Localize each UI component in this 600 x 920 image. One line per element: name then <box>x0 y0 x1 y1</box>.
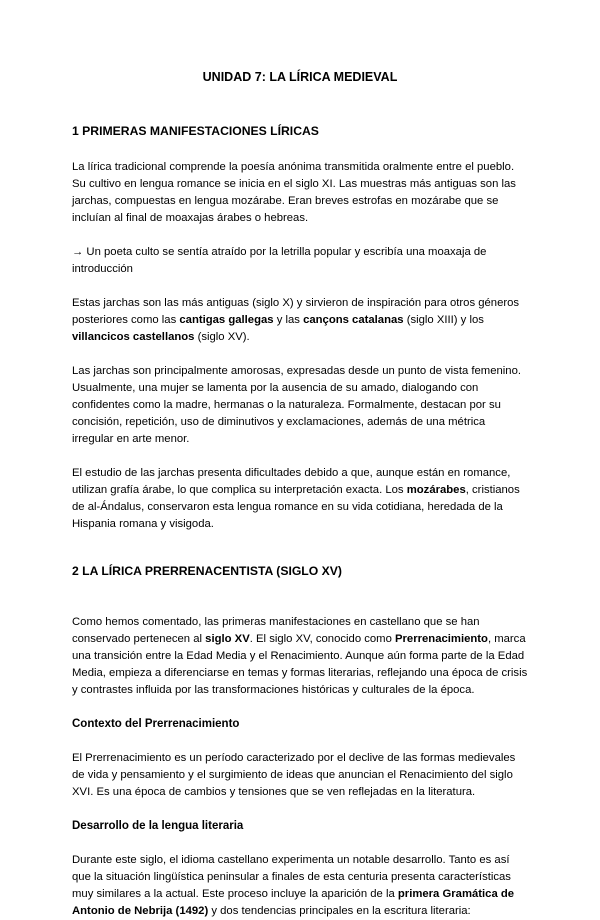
villancicos-castellanos-bold: villancicos castellanos <box>72 331 195 343</box>
section-1-heading: 1 PRIMERAS MANIFESTACIONES LÍRICAS <box>72 124 319 138</box>
section-1-paragraph-1: La lírica tradicional comprende la poesía anónima transmitida oralmente entre el pueblo. Su cultivo en lengua romance se inicia en el siglo XI. Las muestras más antiguas son las jarchas, compuestas en lengua mozárabe. Eran breves estrofas en mozárabe que se incluían al final de moaxajas árabes o hebreas. <box>72 161 516 224</box>
section-1-paragraph-5: El estudio de las jarchas presenta dificultades debido a que, aunque están en romance, utilizan grafía árabe, lo que complica su interpretación exacta. Los mozárabes, cristianos de al-Ándalus, conservaron esta lengua romance en su vida cotidiana, heredada de la Hispania romana y visigoda. <box>72 467 520 530</box>
section-2-heading: 2 LA LÍRICA PRERRENACENTISTA (SIGLO XV) <box>72 564 342 578</box>
document-title: UNIDAD 7: LA LÍRICA MEDIEVAL <box>202 70 398 84</box>
section-2-paragraph-2: El Prerrenacimiento es un período caracterizado por el declive de las formas medievales de vida y pensamiento y el surgimiento de ideas que anuncian el Renacimiento del siglo XVI. Es una época de cambios y tensiones que se ven reflejadas en la literatura. <box>72 752 516 798</box>
section-2-paragraph-3: Durante este siglo, el idioma castellano experimenta un notable desarrollo. Tanto es así que la situación lingüística peninsular a finales de esta centuria presenta características muy similares a la actual. Este proceso incluye la aparición de la primera Gramática de Antonio de Nebrija (1492) y dos tendencias principales en la escritura literaria: <box>72 854 515 917</box>
mozarabes-bold: mozárabes <box>406 484 466 496</box>
subheading-desarrollo: Desarrollo de la lengua literaria <box>72 820 244 832</box>
cancons-catalanas-bold: cançons catalanas <box>303 314 404 326</box>
section-1-paragraph-2: → Un poeta culto se sentía atraído por la letrilla popular y escribía una moaxaja de introducción <box>72 246 487 275</box>
siglo-xv-bold: siglo XV <box>205 633 250 645</box>
section-1-paragraph-4: Las jarchas son principalmente amorosas, expresadas desde un punto de vista femenino. Usualmente, una mujer se lamenta por la ausencia de su amado, dialogando con confidentes como la madre, hermanas o la naturaleza. Formalmente, destacan por su concisión, repetición, uso de diminutivos y exclamaciones, además de una métrica irregular en arte menor. <box>72 365 522 445</box>
subheading-contexto: Contexto del Prerrenacimiento <box>72 718 240 730</box>
section-2-paragraph-1: Como hemos comentado, las primeras manifestaciones en castellano que se han conservado pertenecen al siglo XV. El siglo XV, conocido como Prerrenacimiento, marca una transición entre la Edad Media y el Renacimiento. Aunque aún forma parte de la Edad Media, empieza a diferenciarse en temas y formas literarias, reflejando una época de crisis y contrastes influida por las transformaciones históricas y culturales de la época. <box>72 616 528 696</box>
prerrenacimiento-bold: Prerrenacimiento <box>395 633 488 645</box>
gramatica-nebrija-bold: primera Gramática de Antonio de Nebrija (1492) <box>72 888 515 917</box>
section-1-paragraph-3: Estas jarchas son las más antiguas (siglo X) y sirvieron de inspiración para otros géneros posteriores como las cantigas gallegas y las cançons catalanas (siglo XIII) y los villancicos castellanos (siglo XV). <box>72 297 520 343</box>
cantigas-gallegas-bold: cantigas gallegas <box>179 314 274 326</box>
